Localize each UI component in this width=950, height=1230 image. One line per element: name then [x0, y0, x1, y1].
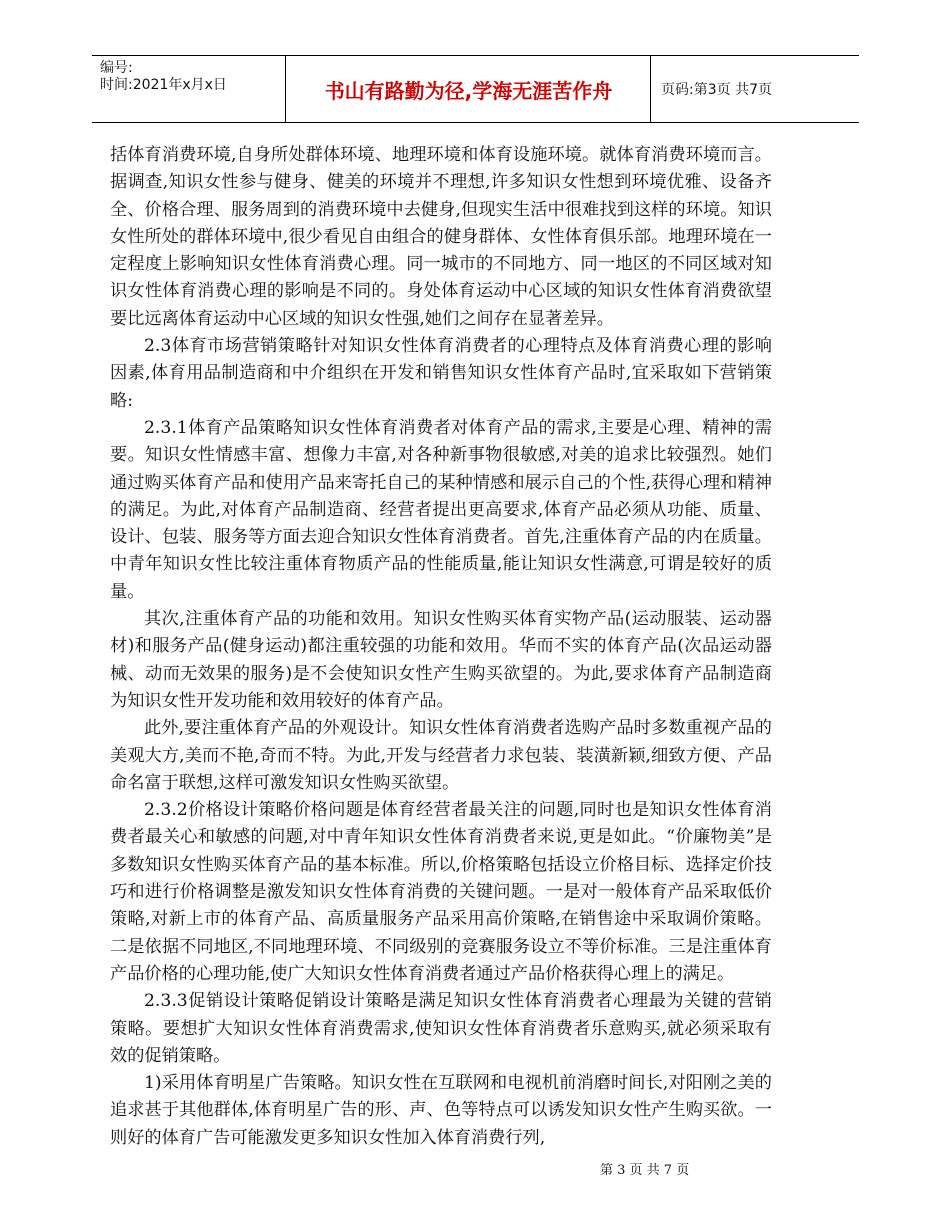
- paragraph: 其次,注重体育产品的功能和效用。知识女性购买体育实物产品(运动服装、运动器材)和服务产品(健身运动)都注重较强的功能和效用。华而不实的体育产品(次品运动器械、动而无效果的服务)是不会使知识女性产生购买欲望的。为此,要求体育产品制造商为知识女性开发功能和效用较好的体育产品。: [110, 609, 772, 711]
- paragraph: 2.3.3促销设计策略促销设计策略是满足知识女性体育消费者心理最为关键的营销策略。要想扩大知识女性体育消费需求,使知识女性体育消费者乐意购买,就必须采取有效的促销策略。: [110, 991, 772, 1066]
- paragraph: 括体育消费环境,自身所处群体环境、地理环境和体育设施环境。就体育消费环境而言。据调查,知识女性参与健身、健美的环境并不理想,许多知识女性想到环境优雅、设备齐全、价格合理、服务周到的消费环境中去健身,但现实生活中很难找到这样的环境。知识女性所处的群体环境中,很少看见自由组合的健身群体、女性体育俱乐部。地理环境在一定程度上影响知识女性体育消费心理。同一城市的不同地方、同一地区的不同区域对知识女性体育消费心理的影响是不同的。身处体育运动中心区域的知识女性体育消费欲望要比远离体育运动中心区域的知识女性强,她们之间存在显著差异。: [110, 145, 772, 329]
- page-header: [92, 55, 859, 123]
- paragraph: 2.3体育市场营销策略针对知识女性体育消费者的心理特点及体育消费心理的影响因素,体育用品制造商和中介组织在开发和销售知识女性体育产品时,宜采取如下营销策略:: [110, 336, 772, 411]
- paragraph: 2.3.1体育产品策略知识女性体育消费者对体育产品的需求,主要是心理、精神的需要。知识女性情感丰富、想像力丰富,对各种新事物很敏感,对美的追求比较强烈。她们通过购买体育产品和使用产品来寄托自己的某种情感和展示自己的个性,获得心理和精神的满足。为此,对体育产品制造商、经营者提出更高要求,体育产品必须从功能、质量、设计、包装、服务等方面去迎合知识女性体育消费者。首先,注重体育产品的内在质量。中青年知识女性比较注重体育物质产品的性能质量,能让知识女性满意,可谓是较好的质量。: [110, 417, 772, 602]
- paragraph: 1)采用体育明星广告策略。知识女性在互联网和电视机前消磨时间长,对阳刚之美的追求甚于其他群体,体育明星广告的形、声、色等特点可以诱发知识女性产生购买欲。一则好的体育广告可能激发更多知识女性加入体育消费行列,: [110, 1073, 772, 1148]
- time-label: 时间:2021年x月x日: [100, 77, 227, 93]
- page-footer: 第 3 页 共 7 页: [600, 1163, 690, 1178]
- header-meta-cell: [92, 56, 286, 122]
- document-body: [110, 142, 772, 1152]
- serial-label: 编号:: [100, 60, 133, 76]
- paragraph: 此外,要注重体育产品的外观设计。知识女性体育消费者选购产品时多数重视产品的美观大方,美而不艳,奇而不特。为此,开发与经营者力求包装、装潢新颖,细致方便、产品命名富于联想,这样可激发知识女性购买欲望。: [110, 718, 772, 793]
- paragraph: 2.3.2价格设计策略价格问题是体育经营者最关注的问题,同时也是知识女性体育消费者最关心和敏感的问题,对中青年知识女性体育消费者来说,更是如此。“价廉物美”是多数知识女性购买体育产品的基本标准。所以,价格策略包括设立价格目标、选择定价技巧和进行价格调整是激发知识女性体育消费的关键问题。一是对一般体育产品采取低价策略,对新上市的体育产品、高质量服务产品采用高价策略,在销售途中采取调价策略。二是依据不同地区,不同地理环境、不同级别的竞赛服务设立不等价标准。三是注重体育产品价格的心理功能,使广大知识女性体育消费者通过产品价格获得心理上的满足。: [110, 800, 772, 984]
- header-motto: 书山有路勤为径,学海无涯苦作舟: [287, 56, 651, 122]
- header-page-info: 页码:第3页 共7页: [661, 82, 772, 98]
